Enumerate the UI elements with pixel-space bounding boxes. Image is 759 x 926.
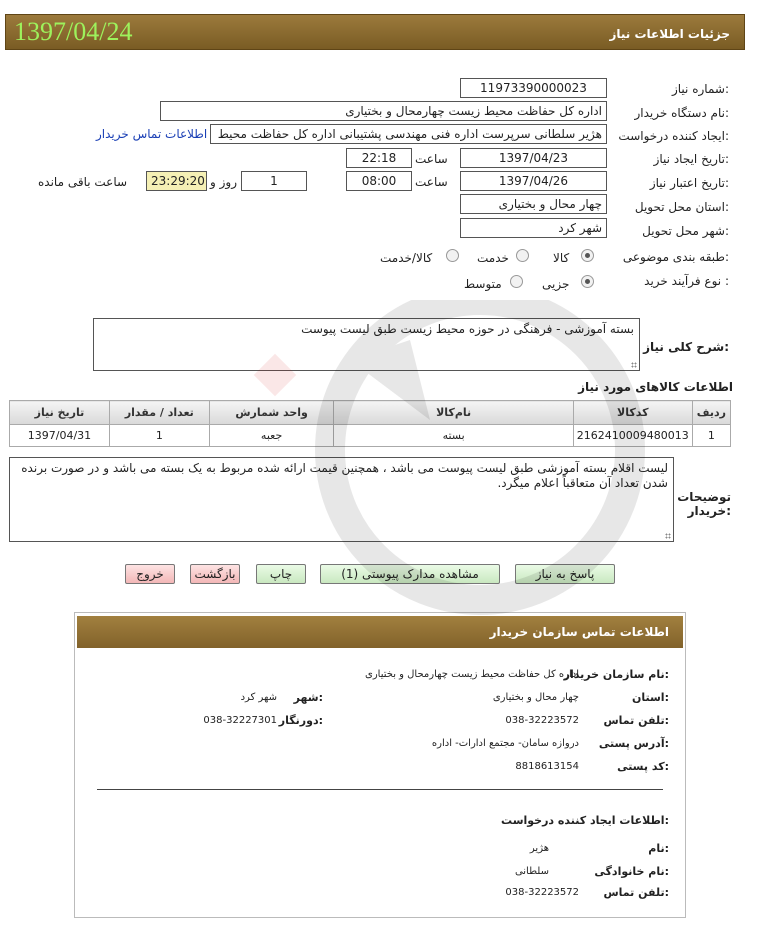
print-button[interactable]: چاپ (256, 564, 306, 584)
cell-qty: 1 (109, 425, 209, 447)
creator-phone-value: 038-32223572 (505, 887, 579, 898)
col-unit: واحد شمارش (209, 401, 334, 425)
address-value: دروازه سامان- مجتمع ادارات- اداره (431, 738, 579, 749)
postal-label: کد پستی: (617, 760, 669, 773)
process-label: نوع فرآیند خرید : (644, 274, 729, 288)
page-header (5, 14, 745, 50)
category-service-radio[interactable] (516, 249, 529, 262)
creator-family-value: سلطانی (514, 866, 549, 877)
contact-city-label: شهر: (293, 691, 323, 704)
city-label: شهر محل تحویل: (642, 224, 729, 238)
phone-label: تلفن تماس: (603, 714, 669, 727)
creator-name-label: نام: (648, 842, 669, 855)
process-medium-text: متوسط (464, 277, 502, 291)
created-date-label: تاریخ ایجاد نیاز: (653, 152, 729, 166)
process-minor-radio[interactable] (581, 275, 594, 288)
creator-family-label: نام خانوادگی: (594, 865, 669, 878)
col-qty: تعداد / مقدار (109, 401, 209, 425)
contact-province-value: چهار محال و بختیاری (492, 692, 579, 703)
buyer-org-field: اداره کل حفاظت محیط زیست چهارمحال و بختیاری (160, 101, 607, 121)
days-label: روز و (210, 175, 237, 189)
category-goods-text: کالا (553, 251, 570, 265)
remaining-label: ساعت باقی مانده (38, 175, 128, 189)
cell-date: 1397/04/31 (10, 425, 110, 447)
exit-button[interactable]: خروج (125, 564, 175, 584)
address-label: آدرس پستی: (598, 737, 669, 750)
requester-field: هژیر سلطانی سرپرست اداره فنی مهندسی پشتیبانی اداره کل حفاظت محیط (210, 124, 607, 144)
buyer-notes-text: لیست اقلام بسته آموزشی طبق لیست پیوست می باشد ، همچنین قیمت ارائه شده مربوط به یک بسته می باشد و در صورت برنده شدن تعداد آن متعاقباً اعلام میگرد. (21, 461, 668, 490)
created-time-label: ساعت (415, 152, 448, 166)
summary-text: بسته آموزشی - فرهنگی در حوزه محیط زیست طبق لیست پیوست (301, 322, 634, 336)
cell-code: 2162410009480013 (573, 425, 692, 447)
buyer-notes-label: توضیحات خریدار: (677, 490, 731, 518)
page-title: جزئیات اطلاعات نیاز (609, 27, 730, 41)
fax-value: 038-32227301 (203, 715, 277, 726)
category-label: طبقه بندی موضوعی: (622, 250, 729, 264)
need-number-field: 1197339000002‌3 (460, 78, 607, 98)
requester-label: ایجاد کننده درخواست: (618, 129, 729, 143)
contact-province-label: استان: (631, 691, 669, 704)
created-time-field: 22:18 (346, 148, 412, 168)
back-button[interactable]: بازگشت (190, 564, 240, 584)
goods-title: اطلاعات کالاهای مورد نیاز (578, 380, 733, 394)
divider (97, 789, 663, 790)
reply-button[interactable]: پاسخ به نیاز (515, 564, 615, 584)
col-code: کدکالا (573, 401, 692, 425)
validity-date-field: 1397/04/26 (460, 171, 607, 191)
contact-card-title: اطلاعات تماس سازمان خریدار (77, 616, 683, 648)
province-label: استان محل تحویل: (634, 200, 729, 214)
process-minor-text: جزیی (542, 277, 570, 291)
process-medium-radio[interactable] (510, 275, 523, 288)
category-both-radio[interactable] (446, 249, 459, 262)
postal-value: 8818613154 (515, 761, 579, 772)
city-field: شهر کرد (460, 218, 607, 238)
validity-date-label: تاریخ اعتبار نیاز: (649, 176, 729, 190)
watermark-logo (150, 300, 670, 620)
creator-title: اطلاعات ایجاد کننده درخواست: (501, 814, 669, 827)
created-date-field: 1397/04/23 (460, 148, 607, 168)
org-label: نام سازمان خریدار: (563, 668, 669, 681)
validity-time-field: 08:00 (346, 171, 412, 191)
creator-phone-label: تلفن تماس: (603, 886, 669, 899)
summary-label: شرح کلی نیاز: (643, 340, 729, 354)
category-goods-radio[interactable] (581, 249, 594, 262)
org-value: اداره کل حفاظت محیط زیست چهارمحال و بختیاری (365, 669, 579, 680)
need-number-label: شماره نیاز: (671, 82, 729, 96)
col-row: ردیف (692, 401, 730, 425)
header-date: 1397/04/24 (14, 17, 133, 46)
cell-row: 1 (692, 425, 730, 447)
validity-time-label: ساعت (415, 175, 448, 189)
contact-city-value: شهر کرد (240, 692, 277, 703)
creator-name-value: هژیر (529, 843, 549, 854)
cell-name: بسته (334, 425, 573, 447)
cell-unit: جعبه (209, 425, 334, 447)
fax-label: دورنگار: (278, 714, 323, 727)
category-both-text: کالا/خدمت (380, 251, 433, 265)
buyer-contact-link[interactable]: اطلاعات تماس خریدار (96, 127, 208, 141)
col-name: نام‌کالا (334, 401, 573, 425)
remaining-time-field: 23:29:20 (146, 171, 207, 191)
buyer-org-label: نام دستگاه خریدار: (634, 106, 729, 120)
col-date: تاریخ نیاز (10, 401, 110, 425)
phone-value: 038-32223572 (505, 715, 579, 726)
province-field: چهار محال و بختیاری (460, 194, 607, 214)
remaining-days-field: 1 (241, 171, 307, 191)
category-service-text: خدمت (477, 251, 509, 265)
view-attachments-button[interactable]: مشاهده مدارک پیوستی (1) (320, 564, 500, 584)
